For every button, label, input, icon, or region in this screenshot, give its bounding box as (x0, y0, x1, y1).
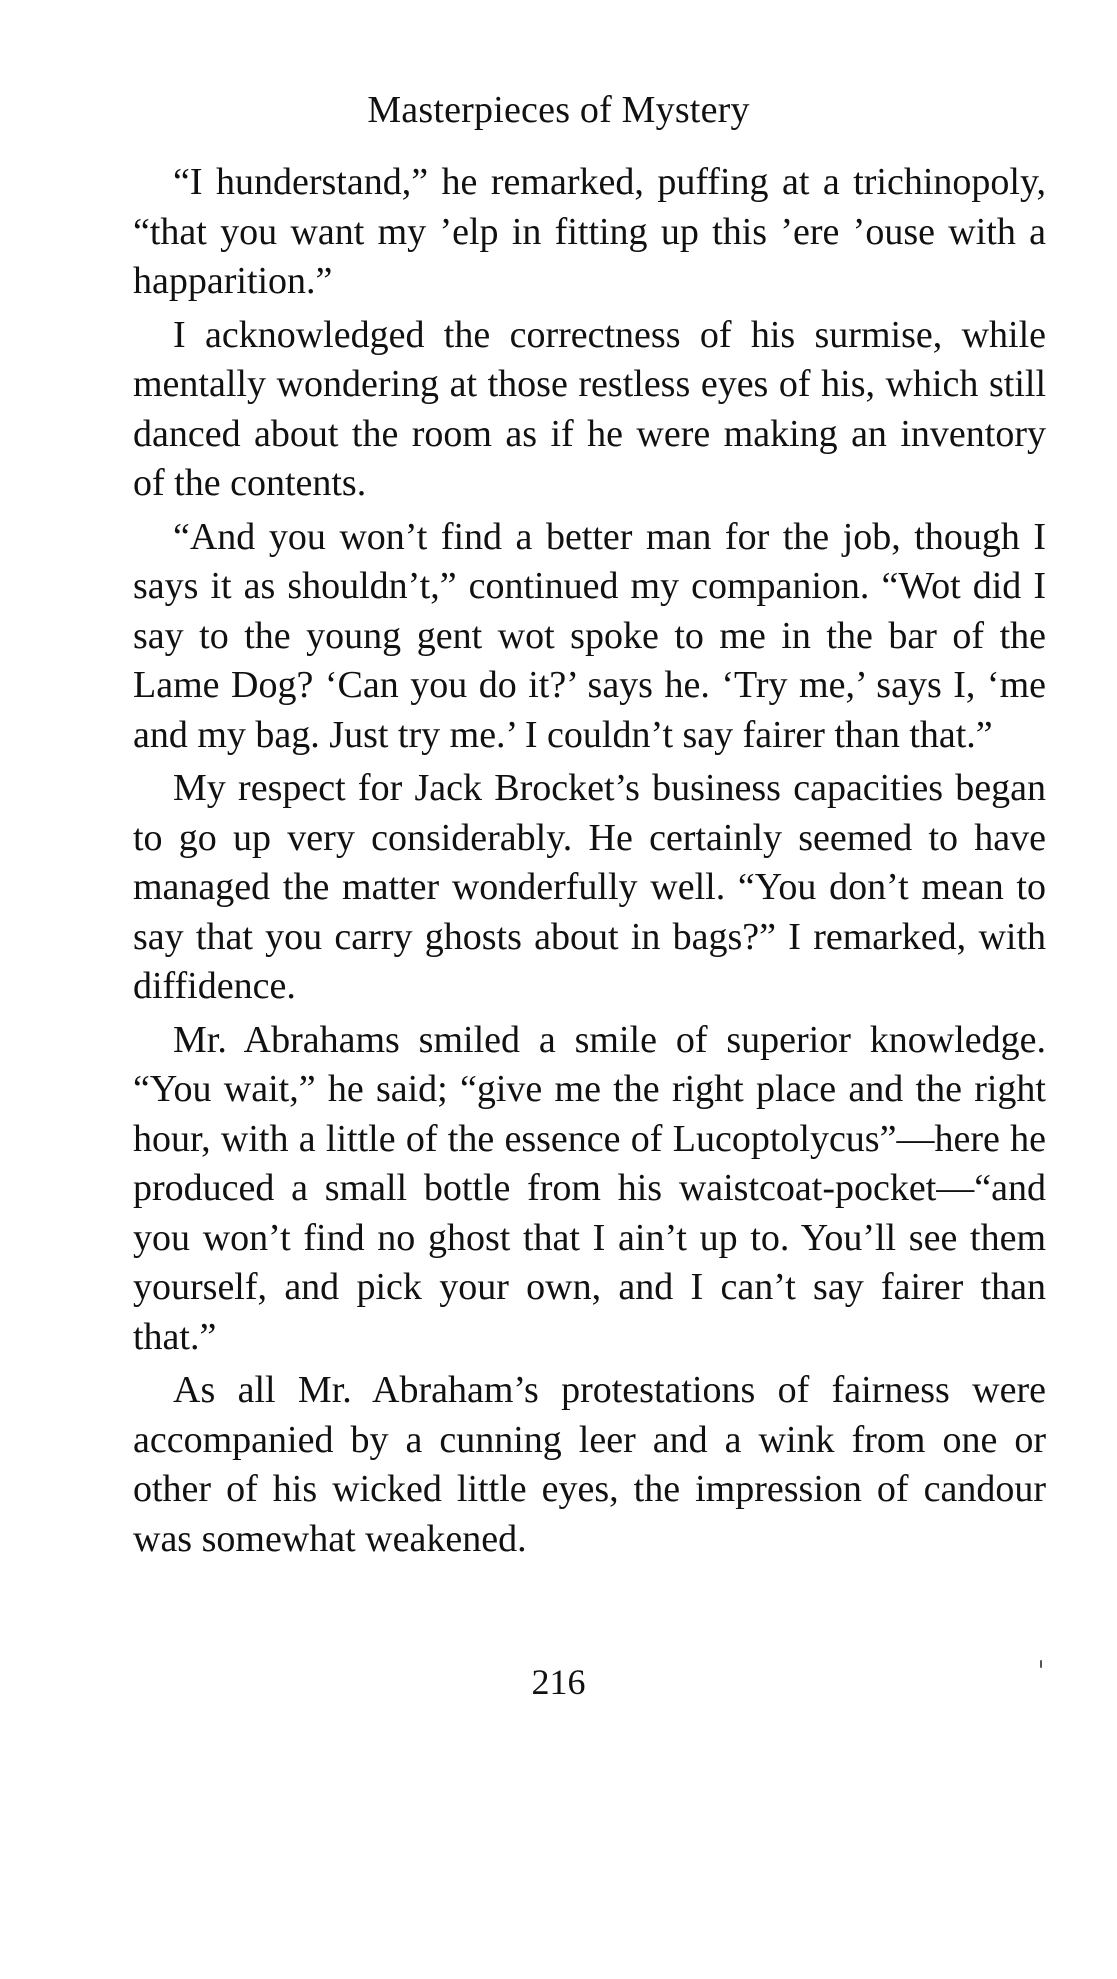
paragraph: “And you won’t find a better man for the job, though I says it as shouldn’t,” continued my companion. “Wot did I say to the young gent wot spoke to me in the bar of the Lame Dog? ‘Can you do it?’ says he. ‘Try me,’ says I, ‘me and my bag. Just try me.’ I couldn’t say fairer than that.” (133, 515, 1046, 756)
paragraph: My respect for Jack Brocket’s business capacities began to go up very considerably. He certainly seemed to have managed the matter wonderfully well. “You don’t mean to say that you carry ghosts about in bags?” I remarked, with diffidence. (133, 767, 1046, 1007)
running-head-title: Masterpieces of Mystery (367, 89, 750, 131)
paragraph: I acknowledged the correctness of his surmise, while mentally wondering at those restless eyes of his, which still danced about the room as if he were making an inventory of the contents. (133, 313, 1046, 504)
body-text (133, 158, 1046, 1568)
paragraph: Mr. Abrahams smiled a smile of superior knowledge. “You wait,” he said; “give me the right place and the right hour, with a little of the essence of Lucoptolycus”—here he produced a small bottle from his waistcoat-pocket—“and you won’t find no ghost that I ain’t up to. You’ll see them yourself, and pick your own, and I can’t say fairer than that.” (133, 1018, 1046, 1358)
scan-speck (1040, 1660, 1042, 1668)
page-number: 216 (531, 1662, 586, 1702)
paragraph: As all Mr. Abraham’s protestations of fairness were accompanied by a cunning leer and a wink from one or other of his wicked little eyes, the impression of candour was somewhat weakened. (133, 1369, 1046, 1560)
paragraph: “I hunderstand,” he remarked, puffing at a trichinopoly, “that you want my ’elp in fitting up this ’ere ’ouse with a happarition.” (133, 161, 1046, 302)
